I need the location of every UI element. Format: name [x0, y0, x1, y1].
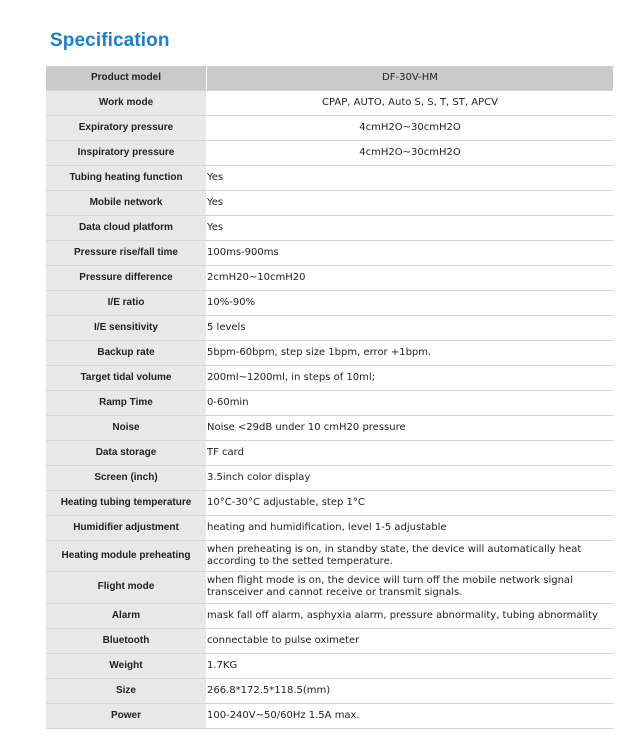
row-label: Product model	[46, 66, 207, 90]
row-label: Target tidal volume	[46, 365, 207, 390]
table-row	[46, 540, 613, 571]
table-row	[46, 115, 613, 140]
table-row	[46, 190, 613, 215]
row-label: Humidifier adjustment	[46, 515, 207, 540]
row-label: Flight mode	[46, 571, 207, 603]
row-value: mask fall off alarm, asphyxia alarm, pressure abnormality, tubing abnormality	[207, 603, 614, 628]
table-row	[46, 66, 613, 90]
table-row	[46, 140, 613, 165]
row-label: Alarm	[46, 603, 207, 628]
row-value: 266.8*172.5*118.5(mm)	[207, 678, 614, 703]
row-label: I/E sensitivity	[46, 315, 207, 340]
row-label: Tubing heating function	[46, 165, 207, 190]
page-title: Specification	[50, 30, 170, 51]
row-value: TF card	[207, 440, 614, 465]
table-row	[46, 628, 613, 653]
row-value: 10%-90%	[207, 290, 614, 315]
row-value: Yes	[207, 215, 614, 240]
row-value: heating and humidification, level 1-5 adjustable	[207, 515, 614, 540]
row-value: 4cmH2O~30cmH2O	[207, 140, 614, 165]
table-row	[46, 653, 613, 678]
table-row	[46, 703, 613, 728]
table-row	[46, 490, 613, 515]
row-label: Power	[46, 703, 207, 728]
table-row	[46, 390, 613, 415]
row-label: Screen (inch)	[46, 465, 207, 490]
row-value: 3.5inch color display	[207, 465, 614, 490]
table-row	[46, 365, 613, 390]
row-label: Ramp Time	[46, 390, 207, 415]
row-label: Heating tubing temperature	[46, 490, 207, 515]
specification-table	[46, 66, 613, 729]
row-label: Expiratory pressure	[46, 115, 207, 140]
table-row	[46, 465, 613, 490]
row-label: Inspiratory pressure	[46, 140, 207, 165]
row-value: 10°C-30°C adjustable, step 1°C	[207, 490, 614, 515]
row-label: I/E ratio	[46, 290, 207, 315]
table-row	[46, 90, 613, 115]
row-label: Size	[46, 678, 207, 703]
row-label: Noise	[46, 415, 207, 440]
table-row	[46, 340, 613, 365]
table-row	[46, 165, 613, 190]
row-label: Heating module preheating	[46, 540, 207, 571]
table-row	[46, 290, 613, 315]
row-value: 4cmH2O~30cmH2O	[207, 115, 614, 140]
row-value: Yes	[207, 165, 614, 190]
table-row	[46, 265, 613, 290]
table-row	[46, 571, 613, 603]
row-value: when preheating is on, in standby state, the device will automatically heat according to the setted temperature.	[207, 540, 614, 571]
row-label: Pressure rise/fall time	[46, 240, 207, 265]
row-value: 100ms-900ms	[207, 240, 614, 265]
table-row	[46, 315, 613, 340]
row-label: Weight	[46, 653, 207, 678]
row-value: 5 levels	[207, 315, 614, 340]
row-value: Yes	[207, 190, 614, 215]
row-value: 200ml~1200ml, in steps of 10ml;	[207, 365, 614, 390]
table-row	[46, 515, 613, 540]
row-value: Noise <29dB under 10 cmH20 pressure	[207, 415, 614, 440]
row-label: Backup rate	[46, 340, 207, 365]
row-value: CPAP, AUTO, Auto S, S, T, ST, APCV	[207, 90, 614, 115]
row-value: DF-30V-HM	[207, 66, 614, 90]
table-row	[46, 240, 613, 265]
table-row	[46, 440, 613, 465]
row-value: 0-60min	[207, 390, 614, 415]
row-value: 100-240V~50/60Hz 1.5A max.	[207, 703, 614, 728]
table-row	[46, 415, 613, 440]
row-value: when flight mode is on, the device will turn off the mobile network signal transceiver and cannot receive or transmit signals.	[207, 571, 614, 603]
table-row	[46, 678, 613, 703]
row-label: Data cloud platform	[46, 215, 207, 240]
row-label: Work mode	[46, 90, 207, 115]
table-row	[46, 215, 613, 240]
row-value: 2cmH20~10cmH20	[207, 265, 614, 290]
row-value: connectable to pulse oximeter	[207, 628, 614, 653]
table-row	[46, 603, 613, 628]
row-label: Pressure difference	[46, 265, 207, 290]
row-label: Bluetooth	[46, 628, 207, 653]
row-label: Mobile network	[46, 190, 207, 215]
row-value: 1.7KG	[207, 653, 614, 678]
row-label: Data storage	[46, 440, 207, 465]
row-value: 5bpm-60bpm, step size 1bpm, error +1bpm.	[207, 340, 614, 365]
